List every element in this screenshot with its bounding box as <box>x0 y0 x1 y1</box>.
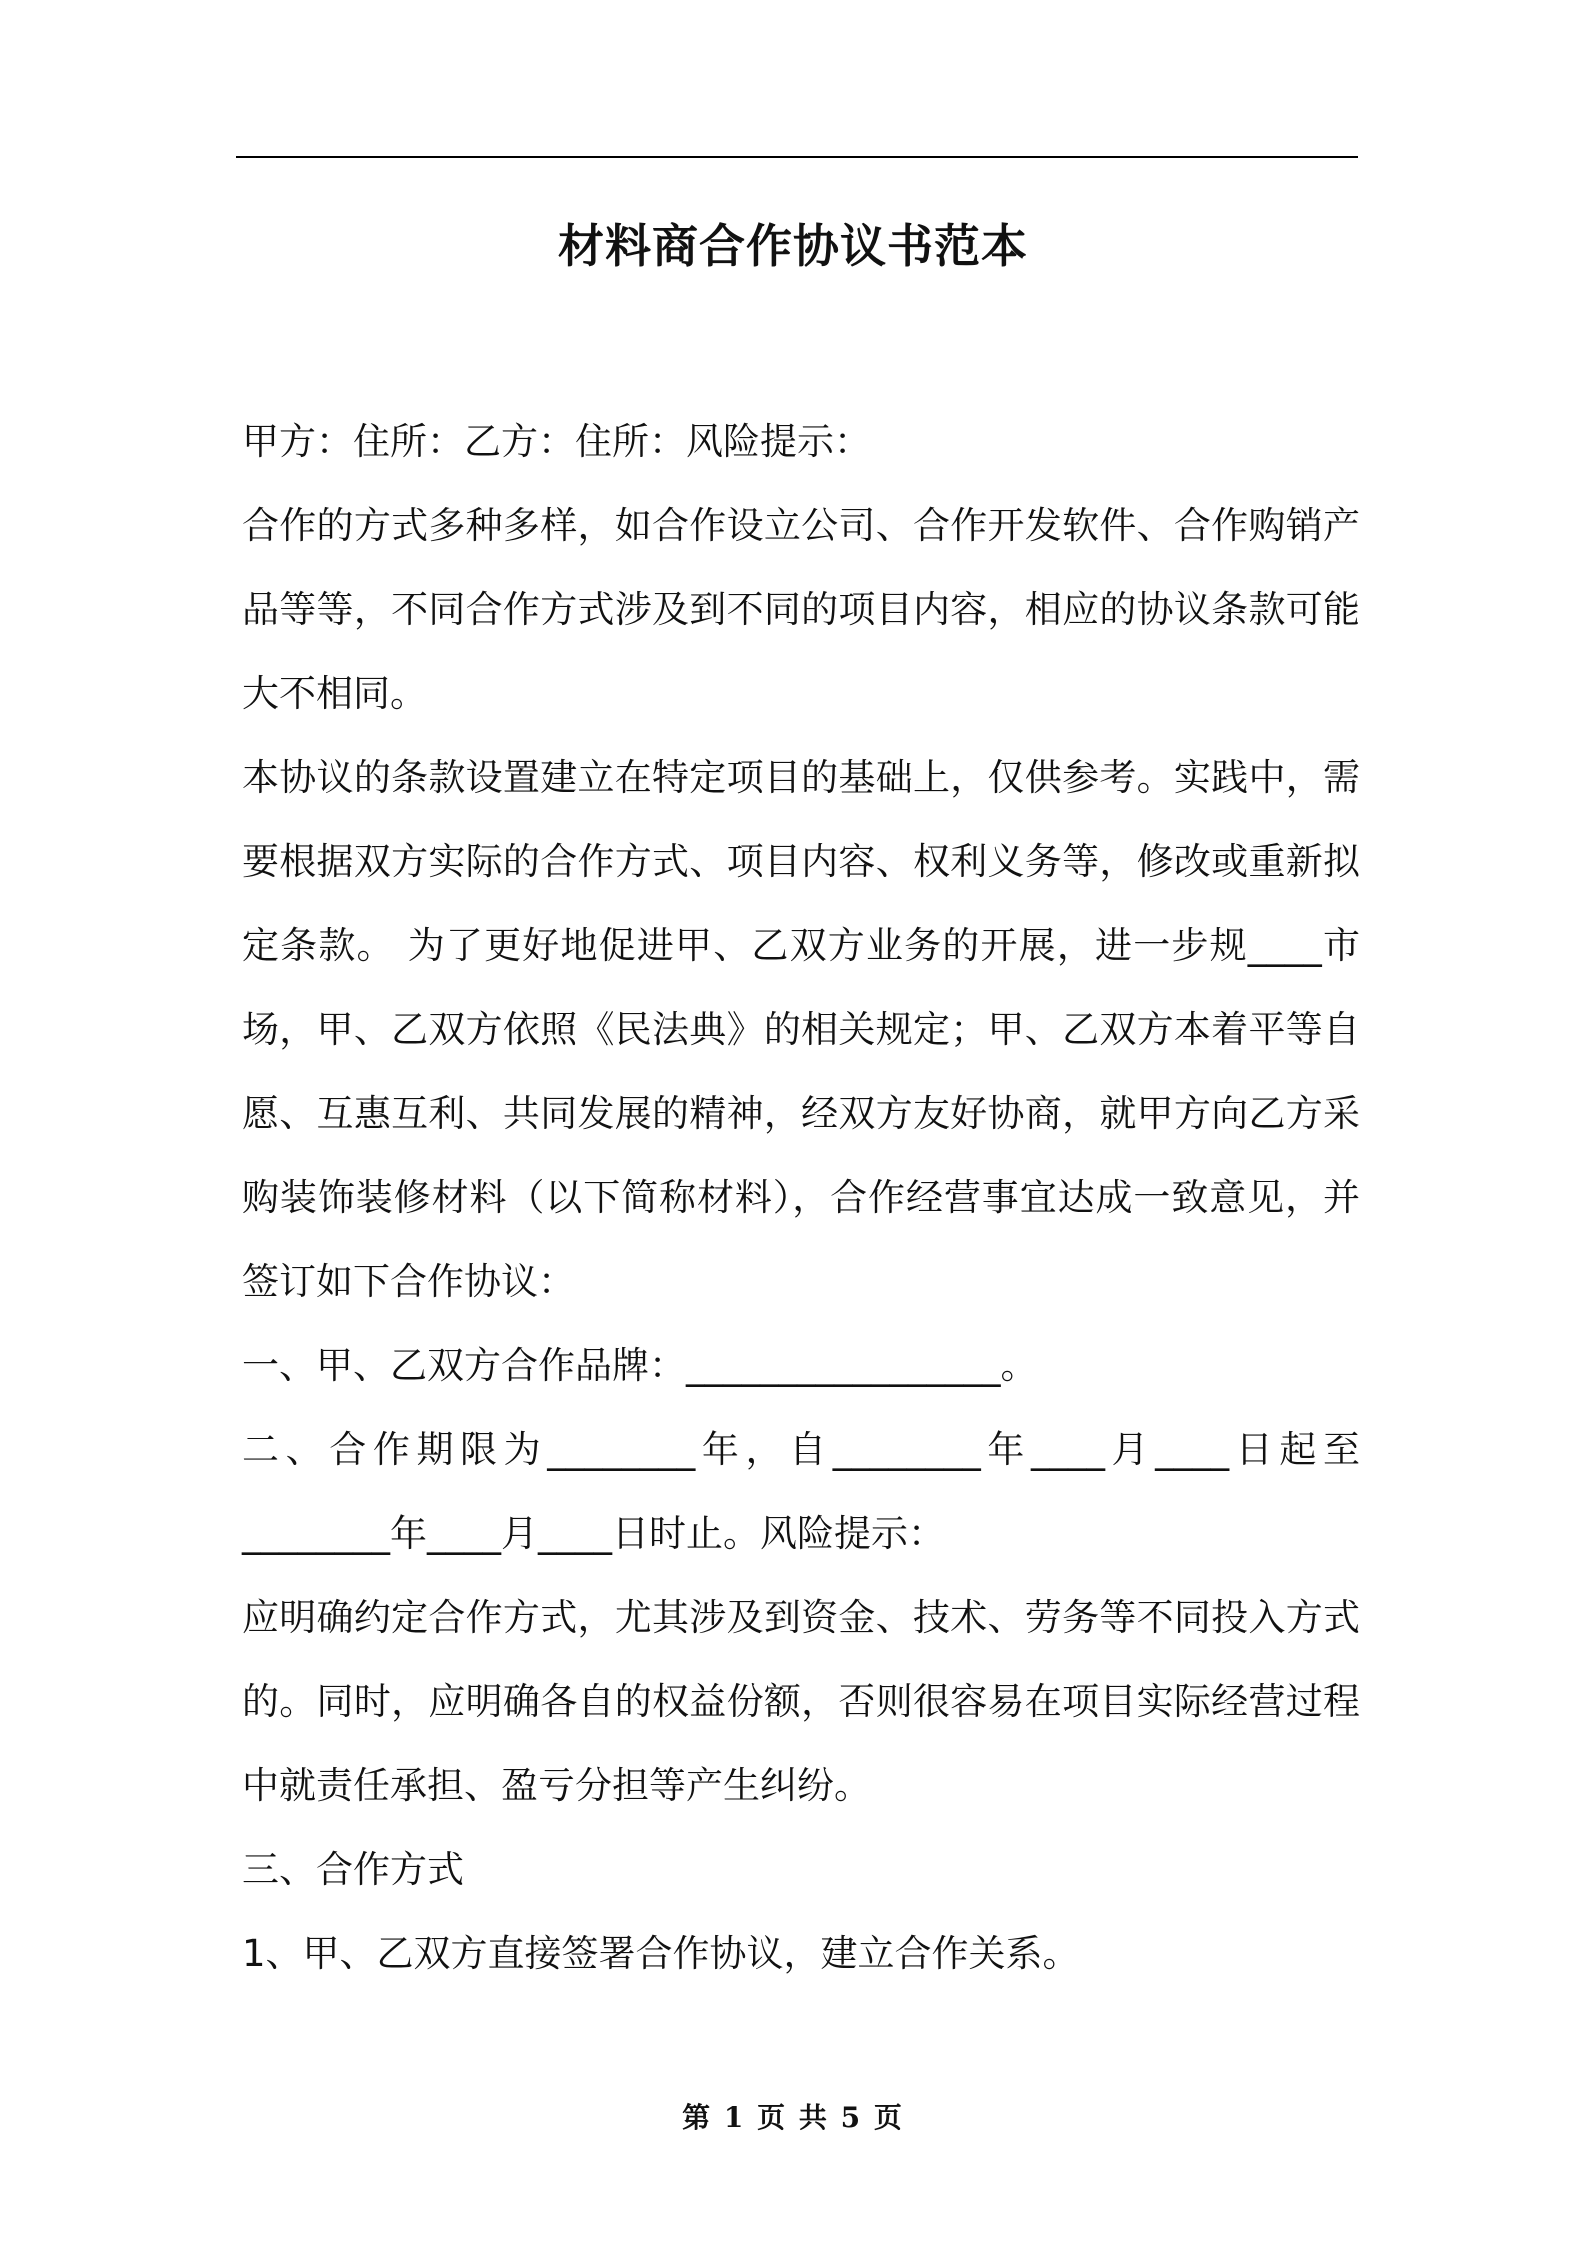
document-title: 材料商合作协议书范本 <box>558 219 1028 273</box>
paragraph-clause-3-1: 1、甲、乙双方直接签署合作协议，建立合作关系。 <box>242 1932 1080 1975</box>
paragraph-preamble: 本协议的条款设置建立在特定项目的基础上，仅供参考。实践中，需要根据双方实际的合作方式、项目内容、权利义务等，修改或重新拟定条款。 为了更好地促进甲、乙双方业务的开展，进一步规____市场，甲、乙双方依照《民法典》的相关规定；甲、乙双方本着平等自愿、互惠互利、共同发展的精神，经双方友好协商，就甲方向乙方采购装饰装修材料（以下简称材料），合作经营事宜达成一致意见，并签订如下合作协议： <box>242 756 1360 1303</box>
header-rule <box>236 156 1358 158</box>
paragraph-clause-1: 一、甲、乙双方合作品牌：_________________。 <box>242 1344 1038 1387</box>
paragraph-parties: 甲方：住所：乙方：住所：风险提示： <box>242 420 871 463</box>
paragraph-clause-2: 二、合作期限为________年，自________年____月____日起至________年____月____日时止。风险提示： <box>242 1428 1360 1555</box>
paragraph-risk-note-1: 合作的方式多种多样，如合作设立公司、合作开发软件、合作购销产品等等，不同合作方式涉及到不同的项目内容，相应的协议条款可能大不相同。 <box>242 504 1360 715</box>
paragraph-risk-note-2: 应明确约定合作方式，尤其涉及到资金、技术、劳务等不同投入方式的。同时，应明确各自的权益份额，否则很容易在项目实际经营过程中就责任承担、盈亏分担等产生纠纷。 <box>242 1596 1360 1807</box>
paragraph-clause-3-heading: 三、合作方式 <box>242 1848 464 1891</box>
document-body <box>242 400 1360 1996</box>
page-number: 第 1 页 共 5 页 <box>682 2101 904 2134</box>
